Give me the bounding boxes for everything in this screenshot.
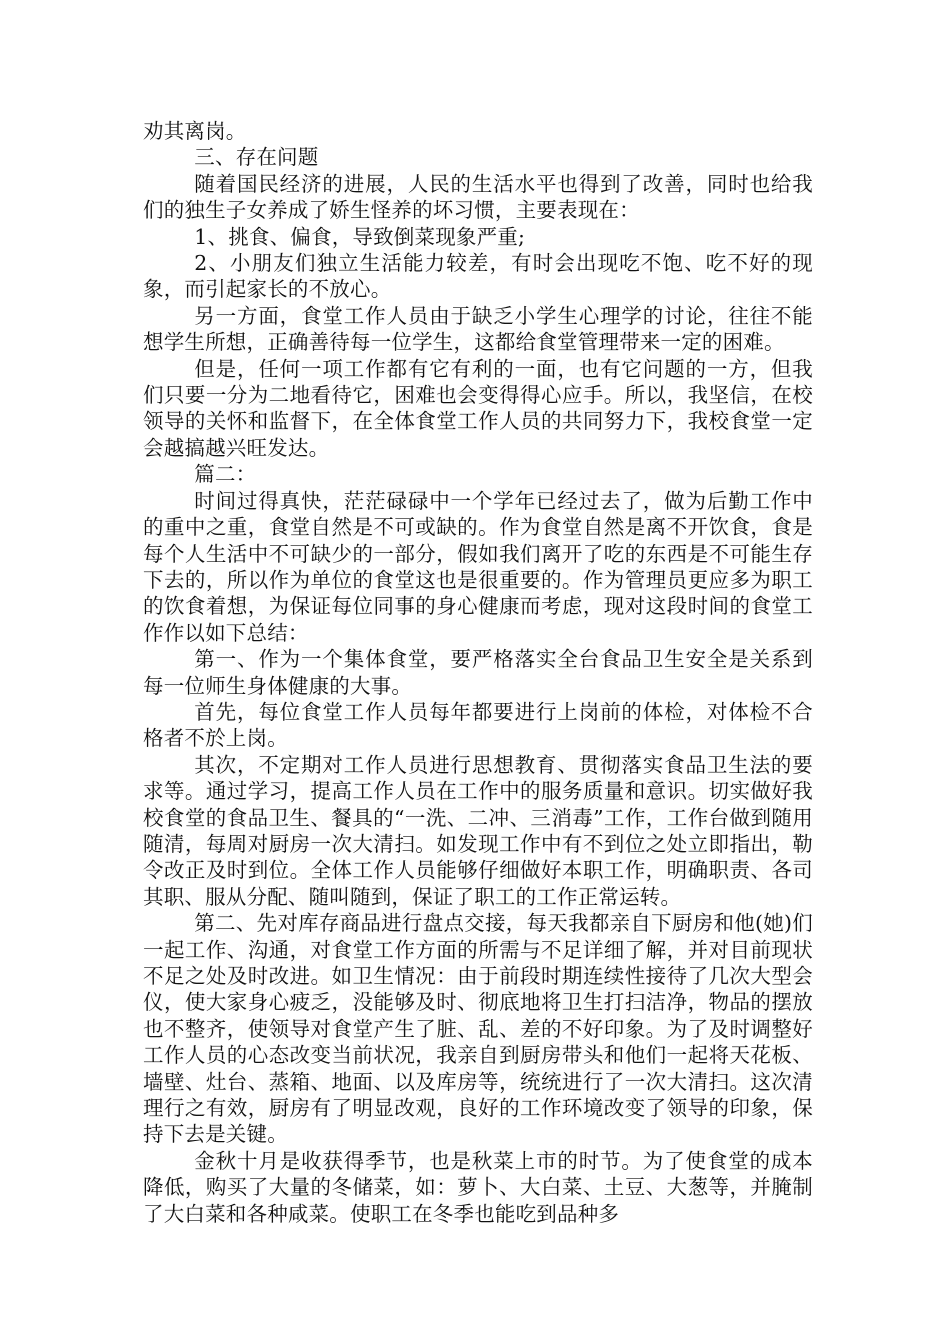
document-body xyxy=(143,118,813,1227)
list-item: 1、挑食、偏食，导致倒菜现象严重; xyxy=(194,224,526,249)
paragraph: 第一、作为一个集体食堂，要严格落实全台食品卫生安全是关系到每一位师生身体健康的大事。 xyxy=(143,647,813,698)
section-heading: 三、存在问题 xyxy=(194,145,319,170)
paragraph: 其次，不定期对工作人员进行思想教育、贯彻落实食品卫生法的要求等。通过学习，提高工作人员在工作中的服务质量和意识。切实做好我校食堂的食品卫生、餐具的“一洗、二冲、三消毒”工作，工作台做到随用随清，每周对厨房一次大清扫。如发现工作中有不到位之处立即指出，勒令改正及时到位。全体工作人员能够仔细做好本职工作，明确职责、各司其职、服从分配、随叫随到，保证了职工的工作正常运转。 xyxy=(143,752,813,909)
paragraph: 时间过得真快，茫茫碌碌中一个学年已经过去了，做为后勤工作中的重中之重，食堂自然是不可或缺的。作为食堂自然是离不开饮食，食是每个人生活中不可缺少的一部分，假如我们离开了吃的东西是不可能生存下去的，所以作为单位的食堂这也是很重要的。作为管理员更应多为职工的饮食着想，为保证每位同事的身心健康而考虑，现对这段时间的食堂工作作以如下总结： xyxy=(143,488,813,645)
paragraph: 另一方面，食堂工作人员由于缺乏小学生心理学的讨论，往往不能想学生所想，正确善待每一位学生，这都给食堂管理带来一定的困难。 xyxy=(143,303,813,355)
paragraph: 第二、先对库存商品进行盘点交接，每天我都亲自下厨房和他(她)们一起工作、沟通，对食堂工作方面的所需与不足详细了解，并对目前现状不足之处及时改进。如卫生情况：由于前段时期连续性接待了几次大型会仪，使大家身心疲乏，没能够及时、彻底地将卫生打扫洁净，物品的摆放也不整齐，使领导对食堂产生了脏、乱、差的不好印象。为了及时调整好工作人员的心态改变当前状况，我亲自到厨房带头和他们一起将天花板、墙壁、灶台、蒸箱、地面、以及库房等，统统进行了一次大清扫。这次清理行之有效，厨房有了明显改观，良好的工作环境改变了领导的印象，保持下去是关键。 xyxy=(143,911,813,1147)
paragraph: 金秋十月是收获得季节，也是秋菜上市的时节。为了使食堂的成本降低，购买了大量的冬储菜，如：萝卜、大白菜、土豆、大葱等，并腌制了大白菜和各种咸菜。使职工在冬季也能吃到品种多 xyxy=(143,1148,813,1226)
section-heading: 篇二： xyxy=(194,462,257,487)
paragraph: 随着国民经济的进展，人民的生活水平也得到了改善，同时也给我们的独生子女养成了娇生怪养的坏习惯，主要表现在： xyxy=(143,171,813,223)
list-item: 2、小朋友们独立生活能力较差，有时会出现吃不饱、吃不好的现象，而引起家长的不放心。 xyxy=(143,251,813,302)
paragraph: 首先，每位食堂工作人员每年都要进行上岗前的体检，对体检不合格者不於上岗。 xyxy=(143,699,813,751)
paragraph: 劝其离岗。 xyxy=(143,119,247,143)
paragraph: 但是，任何一项工作都有它有利的一面，也有它问题的一方，但我们只要一分为二地看待它，困难也会变得得心应手。所以，我坚信，在校领导的关怀和监督下，在全体食堂工作人员的共同努力下，我校食堂一定会越搞越兴旺发达。 xyxy=(143,356,813,460)
